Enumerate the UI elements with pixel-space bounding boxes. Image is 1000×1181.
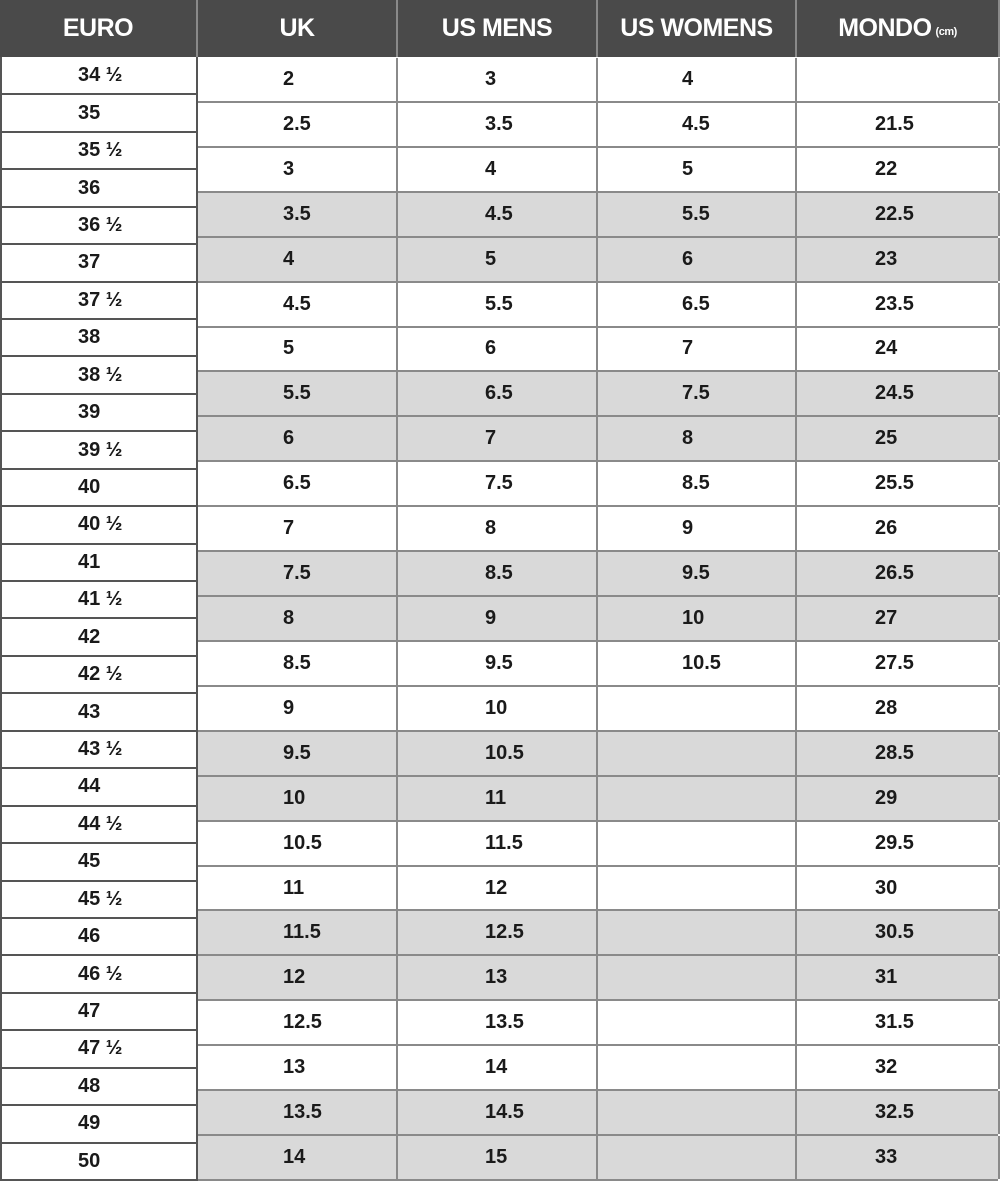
us-mens-size-cell: 10.5 [398,732,598,775]
table-row [198,1091,998,1136]
euro-size-cell: 38 [2,320,196,357]
uk-size-cell: 11.5 [198,911,398,954]
mondo-size-cell: 21.5 [797,103,1000,146]
mondo-size-cell: 33 [797,1136,1000,1179]
us-womens-size-cell [598,867,797,910]
us-mens-size-cell: 7 [398,417,598,460]
us-mens-size-cell: 11.5 [398,822,598,865]
mondo-size-cell: 31.5 [797,1001,1000,1044]
uk-size-cell: 9 [198,687,398,730]
us-mens-size-cell: 14.5 [398,1091,598,1134]
euro-size-cell: 39 ½ [2,432,196,469]
mondo-size-cell: 29.5 [797,822,1000,865]
euro-size-cell: 38 ½ [2,357,196,394]
euro-size-cell: 46 ½ [2,956,196,993]
mondo-size-cell: 28 [797,687,1000,730]
uk-size-cell: 5.5 [198,372,398,415]
uk-size-cell: 3 [198,148,398,191]
us-womens-size-cell [598,1046,797,1089]
us-womens-size-cell: 10 [598,597,797,640]
uk-size-cell: 3.5 [198,193,398,236]
column-header-label: US WOMENS [620,14,773,42]
euro-size-cell: 35 [2,95,196,132]
uk-size-cell: 10.5 [198,822,398,865]
mondo-size-cell: 25.5 [797,462,1000,505]
us-womens-size-cell: 6.5 [598,283,797,326]
euro-size-cell: 42 [2,620,196,657]
table-row [198,462,998,507]
table-row [198,732,998,777]
euro-size-cell: 44 ½ [2,807,196,844]
uk-size-cell: 8.5 [198,642,398,685]
table-row [198,777,998,822]
table-row [198,507,998,552]
euro-size-cell: 39 [2,395,196,432]
mondo-size-cell: 23.5 [797,283,1000,326]
column-header-label: MONDO [838,14,932,42]
us-womens-size-cell: 8.5 [598,462,797,505]
table-row [198,597,998,642]
uk-size-cell: 2.5 [198,103,398,146]
table-row [198,956,998,1001]
us-mens-size-cell: 7.5 [398,462,598,505]
us-mens-size-cell: 4.5 [398,193,598,236]
uk-size-cell: 7 [198,507,398,550]
euro-size-cell: 47 [2,994,196,1031]
mondo-size-cell: 27.5 [797,642,1000,685]
table-row [198,687,998,732]
mondo-size-cell: 28.5 [797,732,1000,775]
us-womens-size-cell: 4.5 [598,103,797,146]
uk-size-cell: 6.5 [198,462,398,505]
euro-size-cell: 41 ½ [2,582,196,619]
table-row [198,328,998,373]
euro-size-cell: 43 ½ [2,732,196,769]
us-womens-size-cell [598,911,797,954]
mondo-size-cell: 30.5 [797,911,1000,954]
column-divider [0,57,2,1181]
us-mens-size-cell: 13 [398,956,598,999]
euro-size-cell: 44 [2,769,196,806]
euro-size-cell: 47 ½ [2,1031,196,1068]
us-mens-size-cell: 10 [398,687,598,730]
table-row [198,193,998,238]
mondo-size-cell: 26 [797,507,1000,550]
table-row [198,867,998,912]
us-mens-size-cell: 9 [398,597,598,640]
mondo-size-cell: 27 [797,597,1000,640]
uk-size-cell: 8 [198,597,398,640]
table-row [198,58,998,103]
uk-size-cell: 9.5 [198,732,398,775]
table-row [198,148,998,193]
uk-size-cell: 14 [198,1136,398,1179]
us-mens-size-cell: 8.5 [398,552,598,595]
us-mens-size-cell: 12 [398,867,598,910]
euro-size-cell: 46 [2,919,196,956]
mondo-size-cell: 30 [797,867,1000,910]
us-womens-size-cell: 4 [598,58,797,101]
table-row [198,1001,998,1046]
us-mens-size-cell: 4 [398,148,598,191]
column-header-us-womens [598,0,797,57]
table-row [198,642,998,687]
us-mens-size-cell: 5.5 [398,283,598,326]
column-header-label: US MENS [441,14,553,42]
euro-size-cell: 34 ½ [2,58,196,95]
table-row [198,103,998,148]
table-row [198,238,998,283]
table-row [198,417,998,462]
mondo-size-cell: 24 [797,328,1000,371]
us-womens-size-cell: 5.5 [598,193,797,236]
table-row [198,911,998,956]
us-womens-size-cell: 9 [598,507,797,550]
uk-size-cell: 12 [198,956,398,999]
uk-size-cell: 10 [198,777,398,820]
us-womens-size-cell: 7 [598,328,797,371]
us-womens-size-cell: 5 [598,148,797,191]
us-womens-size-cell [598,732,797,775]
mondo-size-cell: 29 [797,777,1000,820]
us-womens-size-cell: 6 [598,238,797,281]
euro-size-cell: 45 ½ [2,882,196,919]
mondo-size-cell: 26.5 [797,552,1000,595]
column-divider [196,57,198,1181]
us-womens-size-cell: 8 [598,417,797,460]
euro-size-cell: 40 [2,470,196,507]
us-womens-size-cell [598,956,797,999]
us-mens-size-cell: 3 [398,58,598,101]
us-womens-size-cell [598,822,797,865]
uk-size-cell: 7.5 [198,552,398,595]
us-mens-size-cell: 9.5 [398,642,598,685]
uk-size-cell: 13 [198,1046,398,1089]
column-header-unit: (cm) [935,25,957,38]
us-womens-size-cell: 9.5 [598,552,797,595]
euro-size-cell: 36 ½ [2,208,196,245]
mondo-size-cell: 23 [797,238,1000,281]
us-mens-size-cell: 6.5 [398,372,598,415]
uk-size-cell: 4 [198,238,398,281]
euro-size-cell: 40 ½ [2,507,196,544]
euro-size-cell: 35 ½ [2,133,196,170]
uk-size-cell: 4.5 [198,283,398,326]
column-header-euro [0,0,198,57]
us-mens-size-cell: 6 [398,328,598,371]
us-mens-size-cell: 15 [398,1136,598,1179]
table-row [198,283,998,328]
column-header-label: UK [279,14,315,42]
column-header-uk [198,0,398,57]
uk-size-cell: 13.5 [198,1091,398,1134]
mondo-size-cell: 24.5 [797,372,1000,415]
us-mens-size-cell: 12.5 [398,911,598,954]
mondo-size-cell: 31 [797,956,1000,999]
us-womens-size-cell [598,1136,797,1179]
euro-size-cell: 37 [2,245,196,282]
uk-size-cell: 12.5 [198,1001,398,1044]
mondo-size-cell: 32.5 [797,1091,1000,1134]
us-womens-size-cell: 10.5 [598,642,797,685]
euro-size-cell: 49 [2,1106,196,1143]
mondo-size-cell: 22 [797,148,1000,191]
euro-size-cell: 48 [2,1069,196,1106]
mondo-size-cell: 22.5 [797,193,1000,236]
uk-size-cell: 5 [198,328,398,371]
us-mens-size-cell: 5 [398,238,598,281]
euro-size-cell: 36 [2,170,196,207]
uk-size-cell: 2 [198,58,398,101]
us-mens-size-cell: 8 [398,507,598,550]
us-womens-size-cell [598,1091,797,1134]
us-mens-size-cell: 14 [398,1046,598,1089]
column-header-us-mens [398,0,598,57]
euro-size-cell: 37 ½ [2,283,196,320]
uk-size-cell: 11 [198,867,398,910]
euro-size-cell: 42 ½ [2,657,196,694]
us-mens-size-cell: 13.5 [398,1001,598,1044]
us-womens-size-cell [598,687,797,730]
us-mens-size-cell: 3.5 [398,103,598,146]
us-womens-size-cell: 7.5 [598,372,797,415]
euro-size-cell: 45 [2,844,196,881]
table-row [198,1046,998,1091]
us-womens-size-cell [598,1001,797,1044]
column-header-mondo [797,0,1000,57]
table-row [198,372,998,417]
table-row [198,1136,998,1181]
column-header-label: EURO [62,14,134,42]
euro-size-cell: 50 [2,1144,196,1181]
us-womens-size-cell [598,777,797,820]
table-row [198,552,998,597]
table-row [198,822,998,867]
euro-size-cell: 43 [2,694,196,731]
uk-size-cell: 6 [198,417,398,460]
us-mens-size-cell: 11 [398,777,598,820]
mondo-size-cell: 25 [797,417,1000,460]
euro-size-cell: 41 [2,545,196,582]
mondo-size-cell [797,58,1000,101]
mondo-size-cell: 32 [797,1046,1000,1089]
